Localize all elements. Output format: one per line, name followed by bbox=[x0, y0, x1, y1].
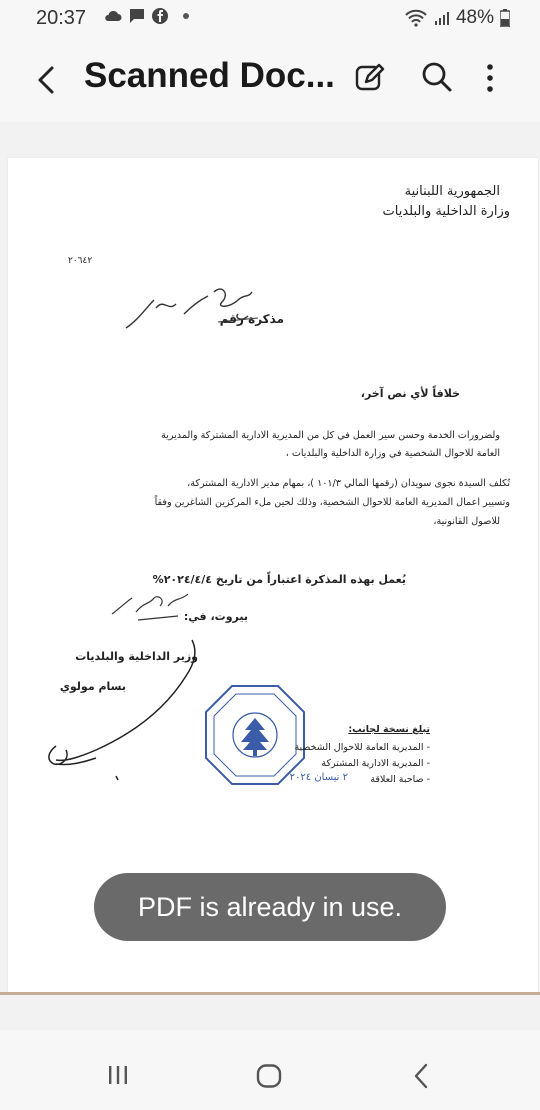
paragraph1-line1: ولضرورات الخدمة وحسن سير العمل في كل من المديرية الادارية المشتركة والمديرية bbox=[161, 430, 500, 441]
wifi-icon bbox=[404, 9, 428, 27]
navigation-bar bbox=[0, 1030, 540, 1110]
status-time: 20:37 bbox=[36, 7, 87, 29]
scanned-page bbox=[8, 158, 538, 994]
handwritten-date bbox=[108, 586, 198, 626]
reference-number: ٢٠٦٤٢ bbox=[68, 256, 93, 266]
stamp-date: ٢ نيسان ٢٠٢٤ bbox=[289, 772, 348, 783]
status-bar bbox=[0, 0, 540, 38]
back-arrow-icon[interactable] bbox=[28, 60, 68, 100]
header-ministry: وزارة الداخلية والبلديات bbox=[382, 204, 510, 219]
cloud-icon bbox=[104, 10, 122, 22]
toast-message: PDF is already in use. bbox=[94, 873, 446, 941]
effective-date: يُعمل بهذه المذكرة اعتباراً من تاريخ ٢٠٢٤/٤/٤% bbox=[152, 573, 406, 586]
copy-recipient-3: - صاحبة العلاقة bbox=[370, 774, 430, 785]
search-icon[interactable] bbox=[420, 60, 454, 94]
paragraph1-line2: العامة للاحوال الشخصية في وزارة الداخلية والبلديات ، bbox=[285, 448, 500, 459]
notwithstanding-clause: خلافاً لأي نص آخر، bbox=[360, 387, 460, 400]
memo-number-label: مذكرة رقم bbox=[219, 312, 284, 326]
edit-icon[interactable] bbox=[354, 62, 386, 94]
minister-signature bbox=[26, 634, 206, 784]
copy-to-title: تبلغ نسخة لجانب: bbox=[348, 724, 430, 735]
paragraph2-line3: للاصول القانونية، bbox=[433, 516, 500, 527]
copy-recipient-2: - المديرية الادارية المشتركة bbox=[321, 758, 430, 769]
paragraph2-line2: وتسيير اعمال المديرية العامة للاحوال الشخصية، وذلك لحين ملء المركزين الشاغرين وفقاً bbox=[154, 497, 510, 508]
app-bar bbox=[0, 38, 540, 122]
header-republic: الجمهورية اللبنانية bbox=[404, 184, 500, 199]
place-date: بيروت، في: bbox=[183, 610, 248, 623]
recent-apps-icon[interactable] bbox=[106, 1064, 130, 1086]
system-icons bbox=[404, 7, 510, 29]
home-icon[interactable] bbox=[256, 1064, 282, 1088]
more-notifications-dot bbox=[183, 13, 189, 19]
minister-name: بسام مولوي bbox=[59, 680, 126, 693]
page-edge bbox=[0, 992, 540, 995]
paragraph2-line1: تُكلف السيدة نجوى سويدان (رقمها المالي ١٠١/٣ )، بمهام مدير الادارية المشتركة، bbox=[187, 478, 510, 489]
back-icon[interactable] bbox=[412, 1062, 430, 1090]
handwritten-memo-number bbox=[118, 278, 268, 338]
signal-icon bbox=[434, 10, 450, 26]
battery-icon bbox=[500, 9, 510, 27]
facebook-icon bbox=[152, 8, 168, 24]
battery-percent: 48% bbox=[455, 7, 494, 28]
minister-title: وزير الداخلية والبلديات bbox=[75, 650, 198, 663]
page-title: Scanned Doc... bbox=[84, 56, 335, 95]
copy-recipient-1: - المديرية العامة للاحوال الشخصية bbox=[294, 742, 430, 753]
message-icon bbox=[129, 8, 145, 24]
notification-icons bbox=[104, 8, 189, 24]
more-options-icon[interactable] bbox=[478, 60, 502, 96]
